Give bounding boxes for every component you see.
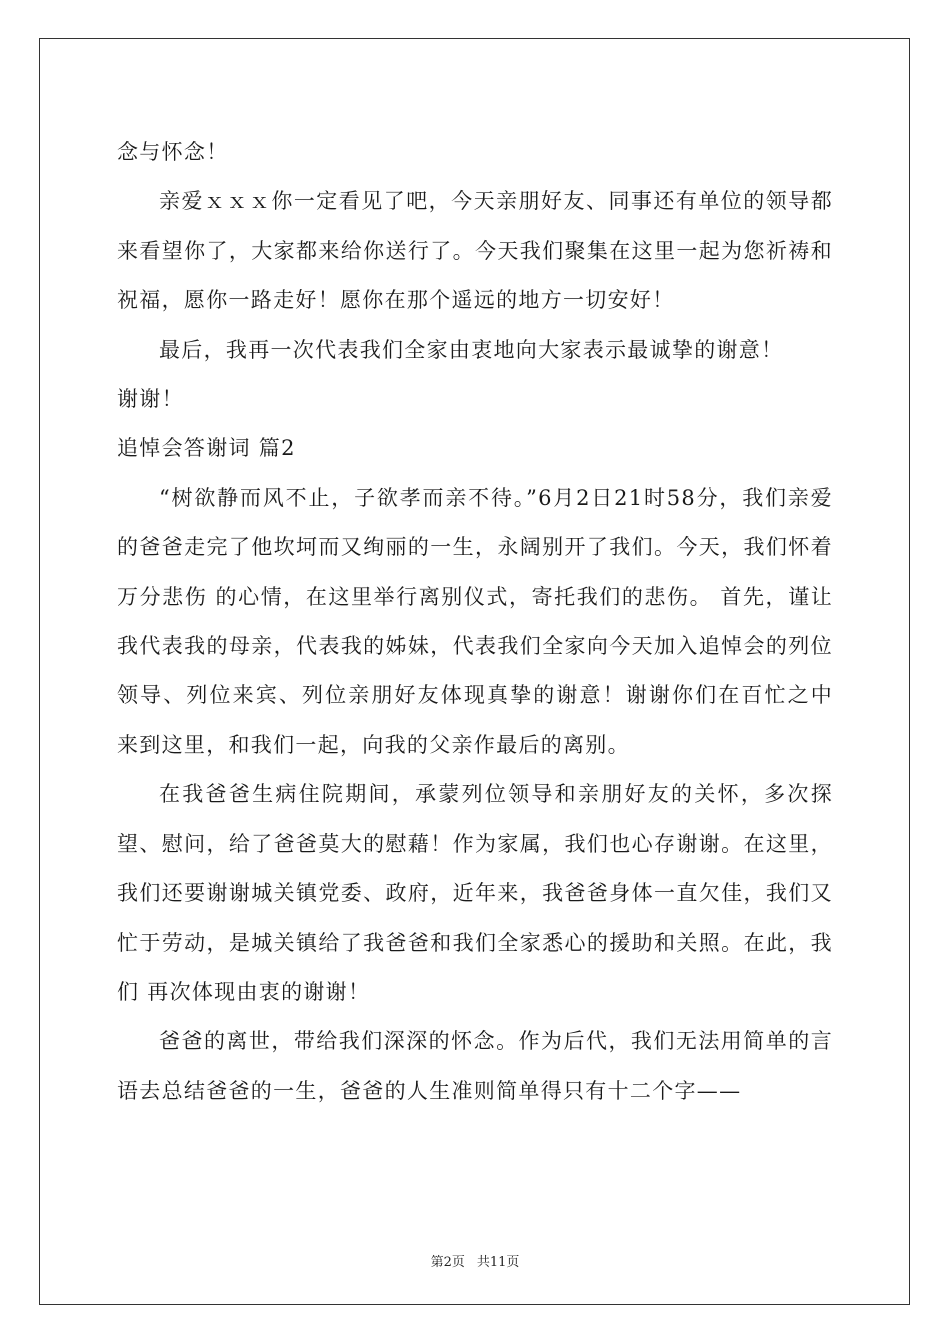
paragraph: 念与怀念！ [117,140,229,164]
document-body [117,128,833,1116]
page-total: 共11页 [476,1255,520,1270]
paragraph: 最后，我再一次代表我们全家由衷地向大家表示最诚挚的谢意！ [159,337,784,362]
paragraph: “树欲静而风不止，子欲孝而亲不待。”6月2日21时58分，我们亲爱的爸爸走完了他坎坷而又绚丽的一生，永阔别开了我们。今天，我们怀着万分悲伤 的心情，在这里举行离别仪式，寄托我们的悲伤。 首先，谨让我代表我的母亲，代表我的姊妹，代表我们全家向今天加入追悼会的列位领导、列位来宾、列位亲朋好友体现真挚的谢意！谢谢你们在百忙之中 来到这里，和我们一起，向我的父亲作最后的离别。 [117,485,833,757]
paragraph: 在我爸爸生病住院期间，承蒙列位领导和亲朋好友的关怀，多次探望、慰问，给了爸爸莫大的慰藉！作为家属，我们也心存谢谢。在这里，我们还要谢谢城关镇党委、政府，近年来，我爸爸身体一直欠佳，我们又忙于劳动，是城关镇给了我爸爸和我们全家悉心的援助和关照。在此，我们 再次体现由衷的谢谢！ [117,782,833,1004]
paragraph: 谢谢！ [117,387,184,412]
page-number: 第2页 [430,1255,465,1270]
page-footer [0,1251,950,1270]
paragraph: 爸爸的离世，带给我们深深的怀念。作为后代，我们无法用简单的言语去总结爸爸的一生，爸爸的人生准则简单得只有十二个字—— [117,1029,833,1103]
section-heading: 追悼会答谢词 篇2 [117,436,296,461]
paragraph: 亲爱ｘｘｘ你一定看见了吧，今天亲朋好友、同事还有单位的领导都来看望你了，大家都来给你送行了。今天我们聚集在这里一起为您祈祷和祝福，愿你一路走好！愿你在那个遥远的地方一切安好！ [117,189,833,313]
